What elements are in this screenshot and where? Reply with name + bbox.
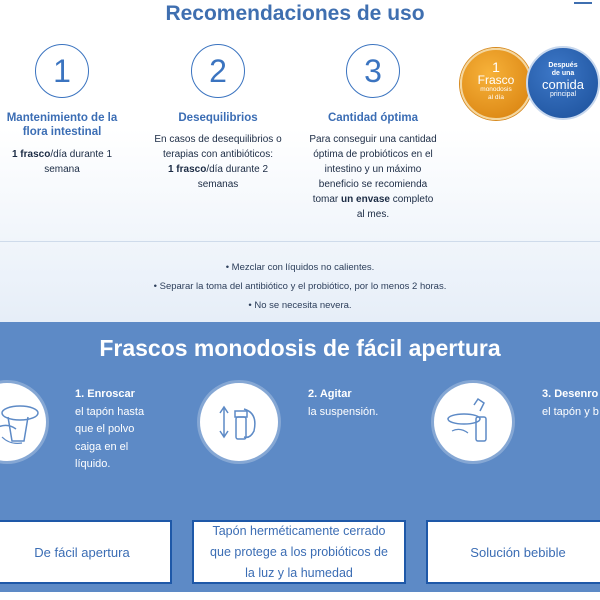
divider (0, 241, 600, 242)
feature-box-hermetic-cap: Tapón herméticamente cerrado que protege a los probióticos de la luz y la humedad (192, 520, 406, 584)
step-instructions: 1. Enroscar el tapón hasta que el polvo caiga en el líquido. (75, 388, 145, 470)
menu-icon[interactable] (574, 2, 592, 12)
recommendation-imbalances (148, 44, 288, 192)
feature-box-easy-open: De fácil apertura (0, 520, 172, 584)
step-instructions: 3. Desenro el tapón y b (542, 388, 599, 418)
recommendation-title: Cantidad óptima (327, 112, 419, 124)
page-title: Recomendaciones de uso (165, 2, 425, 25)
step-instructions: 2. Agitar la suspensión. (308, 388, 379, 418)
recommendation-title: Desequilibrios (178, 112, 258, 124)
timing-badge: Después de una comida principal (526, 46, 600, 120)
twist-cap-icon (0, 383, 46, 461)
recommendation-title: Mantenimiento de la flora intestinal (6, 112, 118, 138)
step-number-circle: 3 (346, 44, 400, 98)
step-number-circle: 2 (191, 44, 245, 98)
open-cap-icon (434, 383, 512, 461)
shake-vial-icon (200, 383, 278, 461)
usage-note: • No se necesita nevera. (248, 300, 352, 311)
usage-note: • Separar la toma del antibiótico y el probiótico, por lo menos 2 horas. (153, 281, 447, 292)
recommendation-maintenance (0, 44, 124, 177)
section-title: Frascos monodosis de fácil apertura (99, 335, 501, 361)
recommendation-text: 1 frasco/día durante 1 semana (11, 149, 113, 175)
recommendation-text: En casos de desequilibrios o terapias con antibióticos: 1 frasco/día durante 2 semanas (154, 134, 282, 190)
bottom-edge (0, 592, 600, 600)
usage-note: • Mezclar con líquidos no calientes. (225, 262, 375, 273)
recommendation-text: Para conseguir una cantidad óptima de probióticos en el intestino y un máximo beneficio se recomienda tomar un envase completo al mes. (309, 134, 437, 220)
step-number-circle: 1 (35, 44, 89, 98)
recommendation-optimal (300, 44, 446, 222)
dose-badge: 1 Frasco monodosis al día (460, 48, 532, 120)
feature-box-drinkable: Solución bebible (426, 520, 600, 584)
